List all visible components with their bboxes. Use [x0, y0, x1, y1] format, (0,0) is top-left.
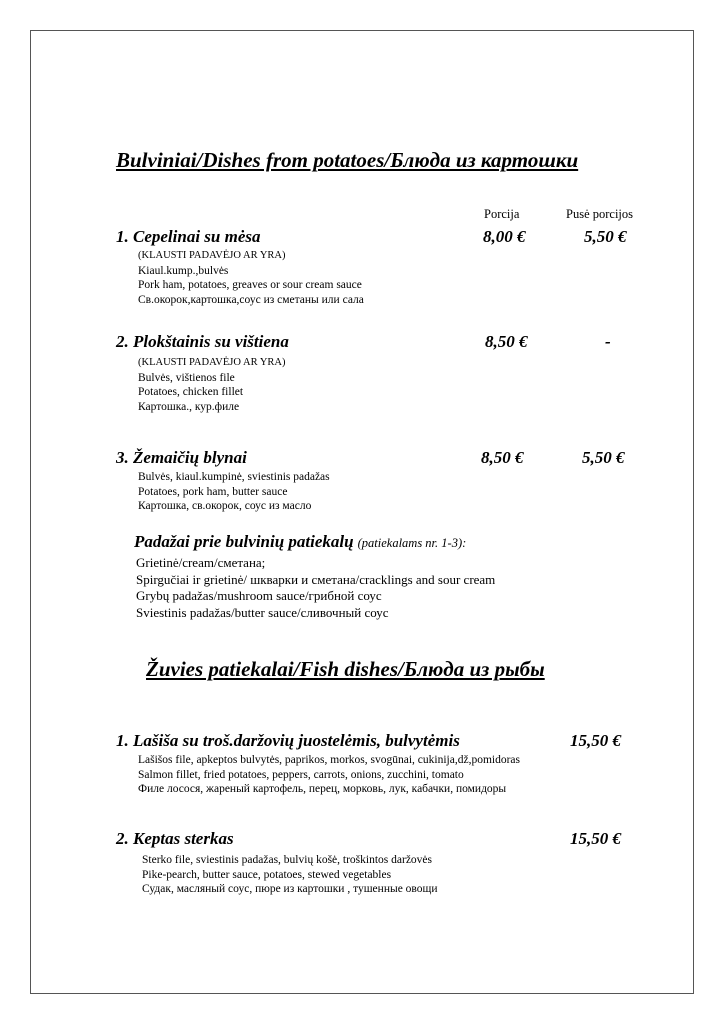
description-line: Картошка., кур.филе: [138, 400, 240, 413]
dish-name: 1. Cepelinai su mėsa: [116, 227, 261, 246]
description-line: Salmon fillet, fried potatoes, peppers, carrots, onions, zucchini, tomato: [138, 768, 464, 781]
sauces-heading: [134, 532, 466, 552]
sauces-note: (patiekalams nr. 1-3):: [357, 536, 467, 550]
dish-half-price: -: [605, 332, 611, 351]
dish-name: 1. Lašiša su troš.daržovių juostelėmis, bulvytėmis: [116, 731, 460, 750]
dish-price: 15,50 €: [570, 829, 621, 848]
section-title-potatoes: Bulviniai/Dishes from potatoes/Блюда из картошки: [116, 148, 579, 172]
sauce-line: Grybų padažas/mushroom sauce/грибной соус: [136, 588, 382, 603]
column-header-half-portion: Pusė porcijos: [566, 207, 634, 221]
description-line: Pike-pearch, butter sauce, potatoes, stewed vegetables: [142, 868, 392, 881]
dish-description: [138, 753, 520, 797]
description-line: Kiaul.kump.,bulvės: [138, 264, 229, 277]
dish-name: 2. Plokštainis su vištiena: [116, 332, 289, 351]
dish-description: [138, 470, 330, 514]
dish-half-price: 5,50 €: [584, 227, 627, 246]
dish-description: [138, 249, 364, 307]
dish-description: [142, 853, 438, 897]
description-line: Potatoes, chicken fillet: [138, 386, 244, 399]
column-header-portion: Porcija: [484, 207, 520, 221]
sauce-line: Sviestinis padažas/butter sauce/сливочный соус: [136, 604, 389, 620]
description-line: Bulvės, vištienos file: [138, 371, 235, 384]
availability-note: (KLAUSTI PADAVĖJO AR YRA): [138, 357, 286, 368]
description-line: Potatoes, pork ham, butter sauce: [138, 485, 288, 498]
dish-name: 2. Keptas sterkas: [116, 829, 234, 848]
section-title-fish: Žuvies patiekalai/Fish dishes/Блюда из рыбы: [146, 657, 545, 681]
description-line: Филе лосося, жареный картофель, перец, морковь, лук, кабачки, помидоры: [138, 783, 507, 796]
description-line: Bulvės, kiaul.kumpinė, sviestinis padažas: [138, 471, 330, 483]
dish-price: 8,50 €: [481, 448, 524, 467]
dish-half-price: 5,50 €: [582, 448, 625, 467]
description-line: Судак, масляный соус, пюре из картошки , тушенные овощи: [142, 883, 438, 896]
dish-name: 3. Žemaičių blynai: [116, 448, 247, 467]
sauce-line: Grietinė/cream/сметана;: [136, 555, 266, 570]
availability-note: (KLAUSTI PADAVĖJO AR YRA): [138, 250, 286, 261]
sauces-list: [136, 555, 495, 621]
dish-price: 15,50 €: [570, 731, 621, 750]
description-line: Lašišos file, apkeptos bulvytės, paprikos, morkos, svogūnai, cukinija,dž,pomidoras: [138, 754, 520, 766]
sauce-line: Spirgučiai ir grietinė/ шкварки и сметана/cracklings and sour cream: [136, 571, 496, 587]
dish-price: 8,50 €: [485, 332, 528, 351]
page-border: [30, 30, 694, 994]
dish-price: 8,00 €: [483, 227, 526, 246]
sauces-title: Padažai prie bulvinių patiekalų: [134, 532, 354, 551]
description-line: Sterko file, sviestinis padažas, bulvių košė, troškintos daržovės: [142, 854, 433, 866]
description-line: Pork ham, potatoes, greaves or sour cream sauce: [138, 279, 362, 292]
description-line: Картошка, св.окорок, соус из масло: [138, 500, 312, 513]
dish-description: [138, 356, 286, 414]
description-line: Св.окорок,картошка,соус из сметаны или сала: [138, 293, 364, 306]
